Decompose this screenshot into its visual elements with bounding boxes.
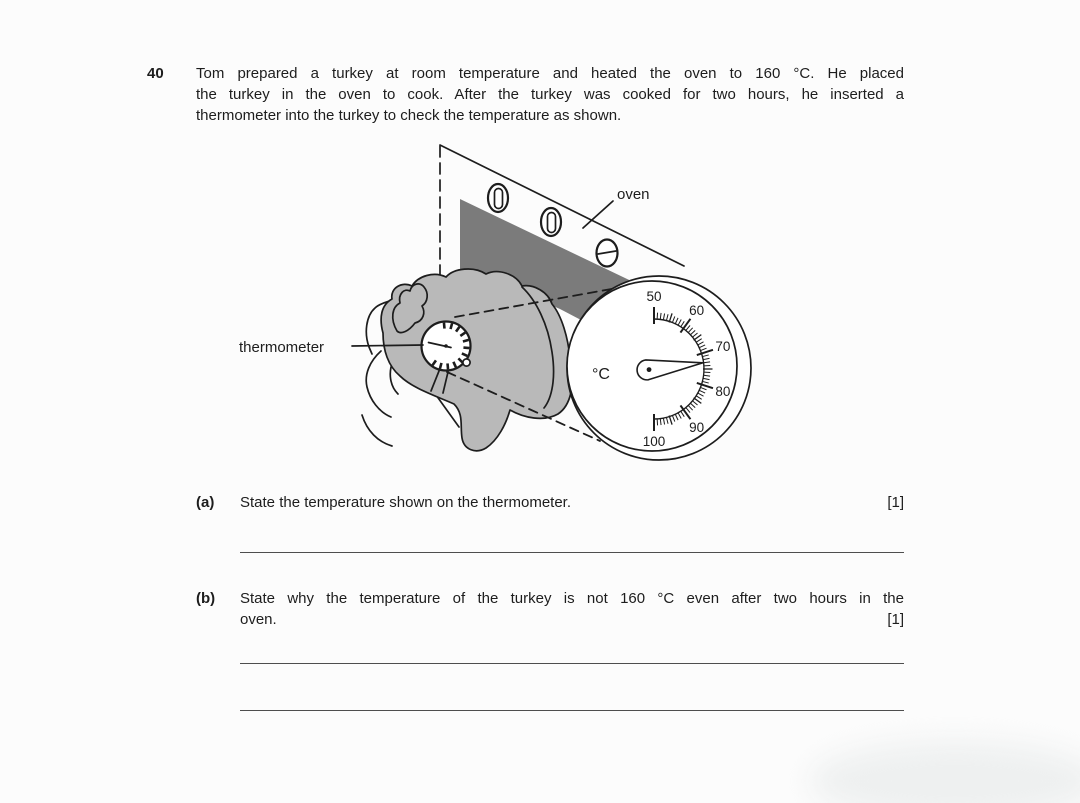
- part-a-marks: [1]: [887, 494, 904, 511]
- part-a-label: (a): [196, 494, 215, 511]
- thermometer-label: thermometer: [239, 339, 325, 356]
- thermometer-large-dial: [567, 276, 751, 460]
- part-b-text-line-1: State why the temperature of the turkey is not 160 °C even after two hours in the: [240, 590, 904, 607]
- svg-text:90: 90: [689, 420, 705, 436]
- dial-unit-label: °C: [592, 366, 610, 383]
- svg-text:100: 100: [642, 434, 666, 449]
- answer-line-b1: [240, 663, 904, 664]
- intro-line-1: Tom prepared a turkey at room temperature and heated the oven to 160 °C. He placed: [196, 65, 904, 82]
- svg-text:80: 80: [715, 383, 731, 399]
- answer-line-a: [240, 552, 904, 553]
- turkey: [381, 269, 572, 451]
- question-intro: [196, 63, 904, 126]
- question-number: 40: [147, 65, 164, 82]
- part-b-text-line-2: oven.: [240, 611, 277, 628]
- answer-line-b2: [240, 710, 904, 711]
- svg-text:60: 60: [689, 302, 705, 318]
- question-diagram: [235, 135, 775, 480]
- part-b: [196, 588, 904, 630]
- oven-label: oven: [617, 186, 650, 203]
- part-b-marks: [1]: [887, 611, 904, 628]
- svg-text:50: 50: [646, 289, 662, 304]
- intro-line-2: the turkey in the oven to cook. After the turkey was cooked for two hours, he inserted a: [196, 86, 904, 103]
- intro-line-3: thermometer into the turkey to check the temperature as shown.: [196, 107, 622, 124]
- part-a-text: State the temperature shown on the thermometer.: [240, 494, 572, 511]
- part-b-label: (b): [196, 590, 216, 607]
- scan-shadow: [810, 741, 1080, 803]
- part-b-indent: [196, 609, 240, 630]
- svg-text:70: 70: [715, 339, 731, 355]
- part-a: [196, 492, 904, 513]
